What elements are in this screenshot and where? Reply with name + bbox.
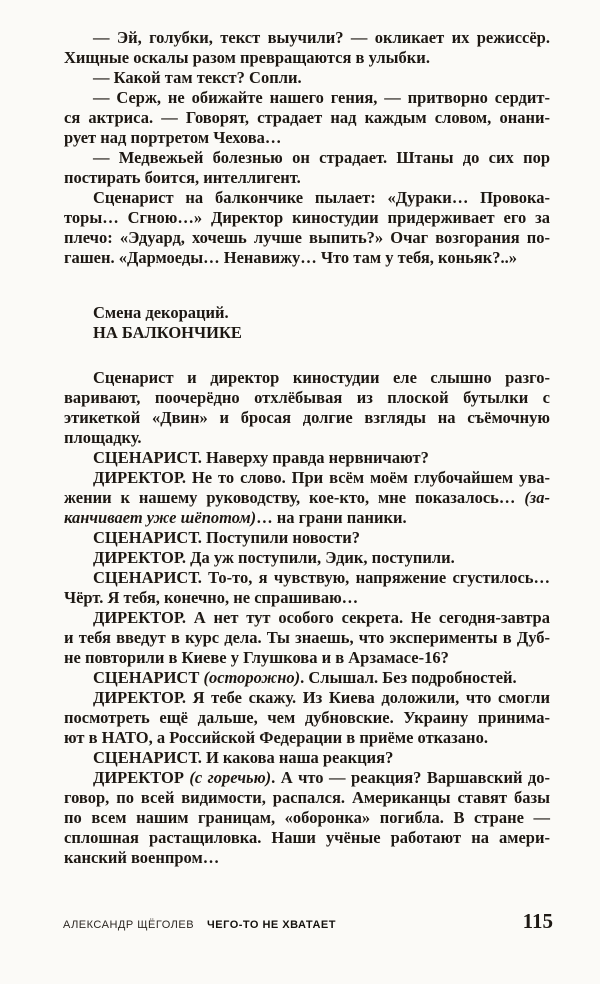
text-line bbox=[64, 688, 550, 708]
text-segment: гашен. «Дармоеды… Ненавижу… Что там у тебя, коньяк?..» bbox=[64, 248, 518, 267]
paragraph bbox=[64, 323, 550, 343]
text-segment: торы… Сгною…» Директор киностудии придерживает его за bbox=[64, 208, 550, 227]
text-line bbox=[64, 68, 550, 88]
text-line bbox=[64, 668, 550, 688]
text-segment: посмотреть ещё дальше, чем дубновские. Украину принима- bbox=[64, 708, 550, 727]
running-footer bbox=[63, 909, 553, 934]
scene-balcony bbox=[64, 368, 550, 868]
text-line bbox=[64, 303, 550, 323]
stage-direction: (за- bbox=[524, 488, 550, 507]
text-segment: СЦЕНАРИСТ. И какова наша реакция? bbox=[93, 748, 394, 767]
text-line bbox=[64, 568, 550, 588]
text-line bbox=[64, 448, 550, 468]
paragraph bbox=[64, 568, 550, 608]
text-segment: Смена декораций. bbox=[93, 303, 229, 322]
text-line bbox=[64, 488, 550, 508]
text-line bbox=[64, 168, 550, 188]
text-segment: — Эй, голубки, текст выучили? — окликает их режиссёр. bbox=[93, 28, 550, 47]
paragraph bbox=[64, 303, 550, 323]
text-line bbox=[64, 748, 550, 768]
text-line bbox=[64, 648, 550, 668]
paragraph bbox=[64, 88, 550, 148]
text-segment: ся актриса. — Говорят, страдает над каждым словом, онани- bbox=[64, 108, 550, 127]
text-segment: . Слышал. Без подробностей. bbox=[300, 668, 517, 687]
text-segment: по всем нашим границам, «оборонка» погибла. В стране — bbox=[64, 808, 550, 827]
text-line bbox=[64, 88, 550, 108]
text-line bbox=[64, 548, 550, 568]
text-line bbox=[64, 208, 550, 228]
text-line bbox=[64, 228, 550, 248]
text-segment: ДИРЕКТОР. А нет тут особого секрета. Не сегодня-завтра bbox=[93, 608, 550, 627]
text-line bbox=[64, 528, 550, 548]
text-line bbox=[64, 848, 550, 868]
paragraph bbox=[64, 548, 550, 568]
text-line bbox=[64, 728, 550, 748]
text-segment: ют в НАТО, а Российской Федерации в приёме отказано. bbox=[64, 728, 488, 747]
text-segment: площадку. bbox=[64, 428, 142, 447]
text-line bbox=[64, 323, 550, 343]
text-line bbox=[64, 508, 550, 528]
text-line bbox=[64, 248, 550, 268]
text-segment: сплошная растащиловка. Наши учёные работают на амери- bbox=[64, 828, 550, 847]
text-line bbox=[64, 108, 550, 128]
text-line bbox=[64, 788, 550, 808]
text-segment: Сценарист на балкончике пылает: «Дураки… Провока- bbox=[93, 188, 550, 207]
text-line bbox=[64, 828, 550, 848]
paragraph bbox=[64, 148, 550, 188]
text-segment: Хищные оскалы разом превращаются в улыбки. bbox=[64, 48, 430, 67]
text-segment: ДИРЕКТОР. Не то слово. При всём моём глубочайшем ува- bbox=[93, 468, 550, 487]
text-line bbox=[64, 628, 550, 648]
paragraph bbox=[64, 68, 550, 88]
text-segment: — Медвежьей болезнью он страдает. Штаны до сих пор bbox=[93, 148, 550, 167]
paragraph bbox=[64, 28, 550, 68]
paragraph bbox=[64, 608, 550, 668]
scene-change-heading bbox=[64, 303, 550, 343]
paragraph bbox=[64, 528, 550, 548]
text-line bbox=[64, 808, 550, 828]
paragraph bbox=[64, 768, 550, 868]
text-line bbox=[64, 408, 550, 428]
text-line bbox=[64, 588, 550, 608]
text-segment: СЦЕНАРИСТ. Поступили новости? bbox=[93, 528, 360, 547]
text-segment: Чёрт. Я тебя, конечно, не спрашиваю… bbox=[64, 588, 359, 607]
paragraph bbox=[64, 188, 550, 268]
footer-running-title bbox=[63, 915, 336, 933]
text-segment: плечо: «Эдуард, хочешь лучше выпить?» Очаг возгорания по- bbox=[64, 228, 550, 247]
text-segment: ДИРЕКТОР bbox=[93, 768, 190, 787]
text-segment: рует над портретом Чехова… bbox=[64, 128, 282, 147]
text-line bbox=[64, 468, 550, 488]
text-segment: СЦЕНАРИСТ bbox=[93, 668, 204, 687]
scene-film-set bbox=[64, 28, 550, 268]
text-segment: ДИРЕКТОР. Да уж поступили, Эдик, поступили. bbox=[93, 548, 455, 567]
paragraph bbox=[64, 748, 550, 768]
text-segment: этикеткой «Двин» и бросая долгие взгляды на съёмочную bbox=[64, 408, 550, 427]
paragraph bbox=[64, 688, 550, 748]
text-segment: СЦЕНАРИСТ. То-то, я чувствую, напряжение сгустилось… bbox=[93, 568, 550, 587]
text-segment: СЦЕНАРИСТ. Наверху правда нервничают? bbox=[93, 448, 429, 467]
page-body-text bbox=[64, 28, 550, 868]
paragraph bbox=[64, 368, 550, 448]
text-segment: варивают, поочерёдно отхлёбывая из плоской бутылки с bbox=[64, 388, 550, 407]
text-line bbox=[64, 28, 550, 48]
text-line bbox=[64, 368, 550, 388]
text-segment: не повторили в Киеве у Глушкова и в Арзамасе-16? bbox=[64, 648, 449, 667]
text-line bbox=[64, 768, 550, 788]
text-line bbox=[64, 128, 550, 148]
text-line bbox=[64, 428, 550, 448]
page-number: 115 bbox=[522, 909, 553, 933]
text-segment: постирать боится, интеллигент. bbox=[64, 168, 301, 187]
text-line bbox=[64, 148, 550, 168]
text-line bbox=[64, 708, 550, 728]
text-segment: . А что — реакция? Варшавский до- bbox=[271, 768, 551, 787]
text-segment: НА БАЛКОНЧИКЕ bbox=[93, 323, 242, 342]
footer-author: АЛЕКСАНДР ЩЁГОЛЕВ bbox=[63, 919, 195, 931]
text-segment: — Серж, не обижайте нашего гения, — притворно сердит- bbox=[93, 88, 550, 107]
text-segment: говор, по всей видимости, распался. Американцы ставят базы bbox=[64, 788, 550, 807]
stage-direction: (осторожно) bbox=[203, 668, 301, 687]
stage-direction: (с горечью) bbox=[189, 768, 272, 787]
paragraph bbox=[64, 468, 550, 528]
text-line bbox=[64, 188, 550, 208]
paragraph bbox=[64, 668, 550, 688]
text-line bbox=[64, 608, 550, 628]
text-segment: — Какой там текст? Сопли. bbox=[93, 68, 302, 87]
text-segment: канский военпром… bbox=[64, 848, 220, 867]
stage-direction: канчивает уже шёпотом) bbox=[64, 508, 257, 527]
text-line bbox=[64, 388, 550, 408]
text-segment: ДИРЕКТОР. Я тебе скажу. Из Киева доложили, что смогли bbox=[93, 688, 550, 707]
text-segment: и тебя введут в курс дела. Ты знаешь, что эксперименты в Дуб- bbox=[64, 628, 550, 647]
text-line bbox=[64, 48, 550, 68]
footer-book-title: ЧЕГО-ТО НЕ ХВАТАЕТ bbox=[207, 919, 336, 931]
text-segment: Сценарист и директор киностудии еле слышно разго- bbox=[93, 368, 550, 387]
paragraph bbox=[64, 448, 550, 468]
text-segment: … на грани паники. bbox=[256, 508, 407, 527]
text-segment: жении к нашему руководству, кое-кто, мне показалось… bbox=[64, 488, 525, 507]
